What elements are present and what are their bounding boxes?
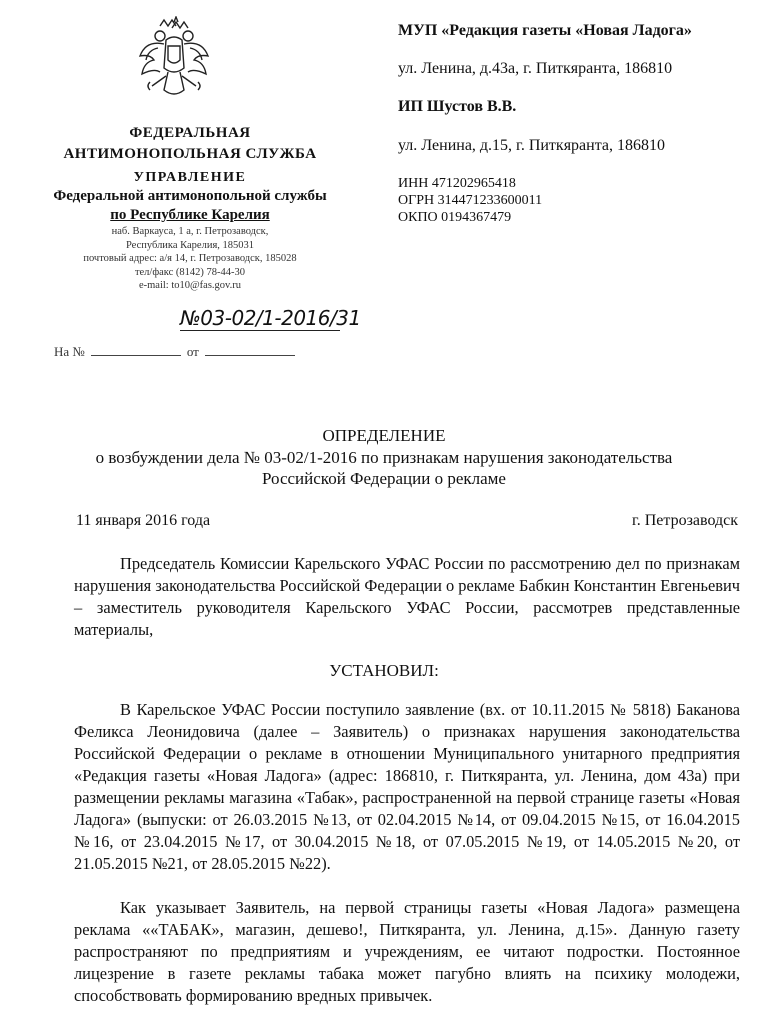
paragraph-applicant-claim: Как указывает Заявитель, на первой страницы газеты «Новая Ладога» размещена реклама ««ТАБАК», магазин, дешево!, Питкяранта, ул. Ленина, д.15». Данную газету распространяют по предприятиям и учреждениям, ее читают подростки. Постоянное лицезрение в газете рекламы табака может пагубно влиять на психику молодежи, способствовать формированию вредных привычек. <box>74 898 740 1005</box>
agency-phone: тел/факс (8142) 78-44-30 <box>134 266 246 278</box>
document-subtitle-1: о возбуждении дела № 03-02/1-2016 по признакам нарушения законодательства <box>95 448 673 467</box>
addressee-ogrn: ОГРН 314471233600011 <box>398 193 543 208</box>
agency-postal-address: почтовый адрес: а/я 14, г. Петрозаводск, 185028 <box>83 253 297 264</box>
paragraph-complaint: В Карельское УФАС России поступило заявление (вх. от 10.11.2015 № 5818) Баканова Феликса Леонидовича (далее – Заявитель) о признаках нарушения законодательства Российской Федерации о рекламе в отношении Муниципального унитарного предприятия «Редакция газеты «Новая Ладога» (адрес: 186810, г. Питкяранта, ул. Ленина, дом 43а) при размещении рекламы магазина «Табак», распространенной на первой странице газеты «Новая Ладога» (выпуски: от 26.03.2015 №13, от 02.04.2015 №14, от 09.04.2015 №15, от 16.04.2015 №16, от 23.04.2015 №17, от 30.04.2015 №18, от 07.05.2015 №19, от 14.05.2015 №20, от 21.05.2015 №21, от 28.05.2015 №22). <box>74 700 740 873</box>
agency-line-service: АНТИМОНОПОЛЬНАЯ СЛУЖБА <box>63 146 317 162</box>
section-heading-established: УСТАНОВИЛ: <box>329 661 439 680</box>
agency-line-full-name: Федеральной антимонопольной службы <box>53 188 327 204</box>
paragraph-chairman: Председатель Комиссии Карельского УФАС России по рассмотрению дел по признакам нарушения законодательства Российской Федерации о рекламе Бабкин Константин Евгеньевич – заместитель руководителя Карельского УФАС России, рассмотрев представленные материалы, <box>74 554 740 639</box>
agency-email: e-mail: to10@fas.gov.ru <box>138 280 241 291</box>
addressee-okpo: ОКПО 0194367479 <box>398 210 512 225</box>
outgoing-number-underline <box>180 330 340 331</box>
coat-of-arms-emblem <box>136 16 212 110</box>
document-title: ОПРЕДЕЛЕНИЕ <box>322 426 446 445</box>
addressee-org-address: ул. Ленина, д.43а, г. Питкяранта, 186810 <box>398 60 673 77</box>
addressee-inn: ИНН 471202965418 <box>398 176 516 191</box>
agency-line-region: по Республике Карелия <box>110 207 270 223</box>
reference-line <box>54 344 301 360</box>
agency-line-department: УПРАВЛЕНИЕ <box>133 170 247 185</box>
reference-date-blank <box>205 355 295 356</box>
document-city: г. Петрозаводск <box>631 512 738 529</box>
addressee-block <box>398 22 758 226</box>
addressee-org: МУП «Редакция газеты «Новая Ладога» <box>398 22 692 39</box>
agency-line-federal: ФЕДЕРАЛЬНАЯ <box>129 125 251 141</box>
reference-from: от <box>186 344 199 359</box>
document-subtitle-2: Российской Федерации о рекламе <box>262 469 506 488</box>
addressee-person-address: ул. Ленина, д.15, г. Питкяранта, 186810 <box>398 137 666 154</box>
agency-header <box>0 124 380 293</box>
reference-number-blank <box>91 355 181 356</box>
document-date: 11 января 2016 года <box>76 512 211 529</box>
agency-address-2: Республика Карелия, 185031 <box>125 239 255 251</box>
reference-prefix: На № <box>54 344 85 359</box>
addressee-person: ИП Шустов В.В. <box>398 98 517 115</box>
outgoing-number: №03-02/1-2016/31 <box>180 306 361 330</box>
agency-address-1: наб. Варкауса, 1 а, г. Петрозаводск, <box>111 226 269 237</box>
